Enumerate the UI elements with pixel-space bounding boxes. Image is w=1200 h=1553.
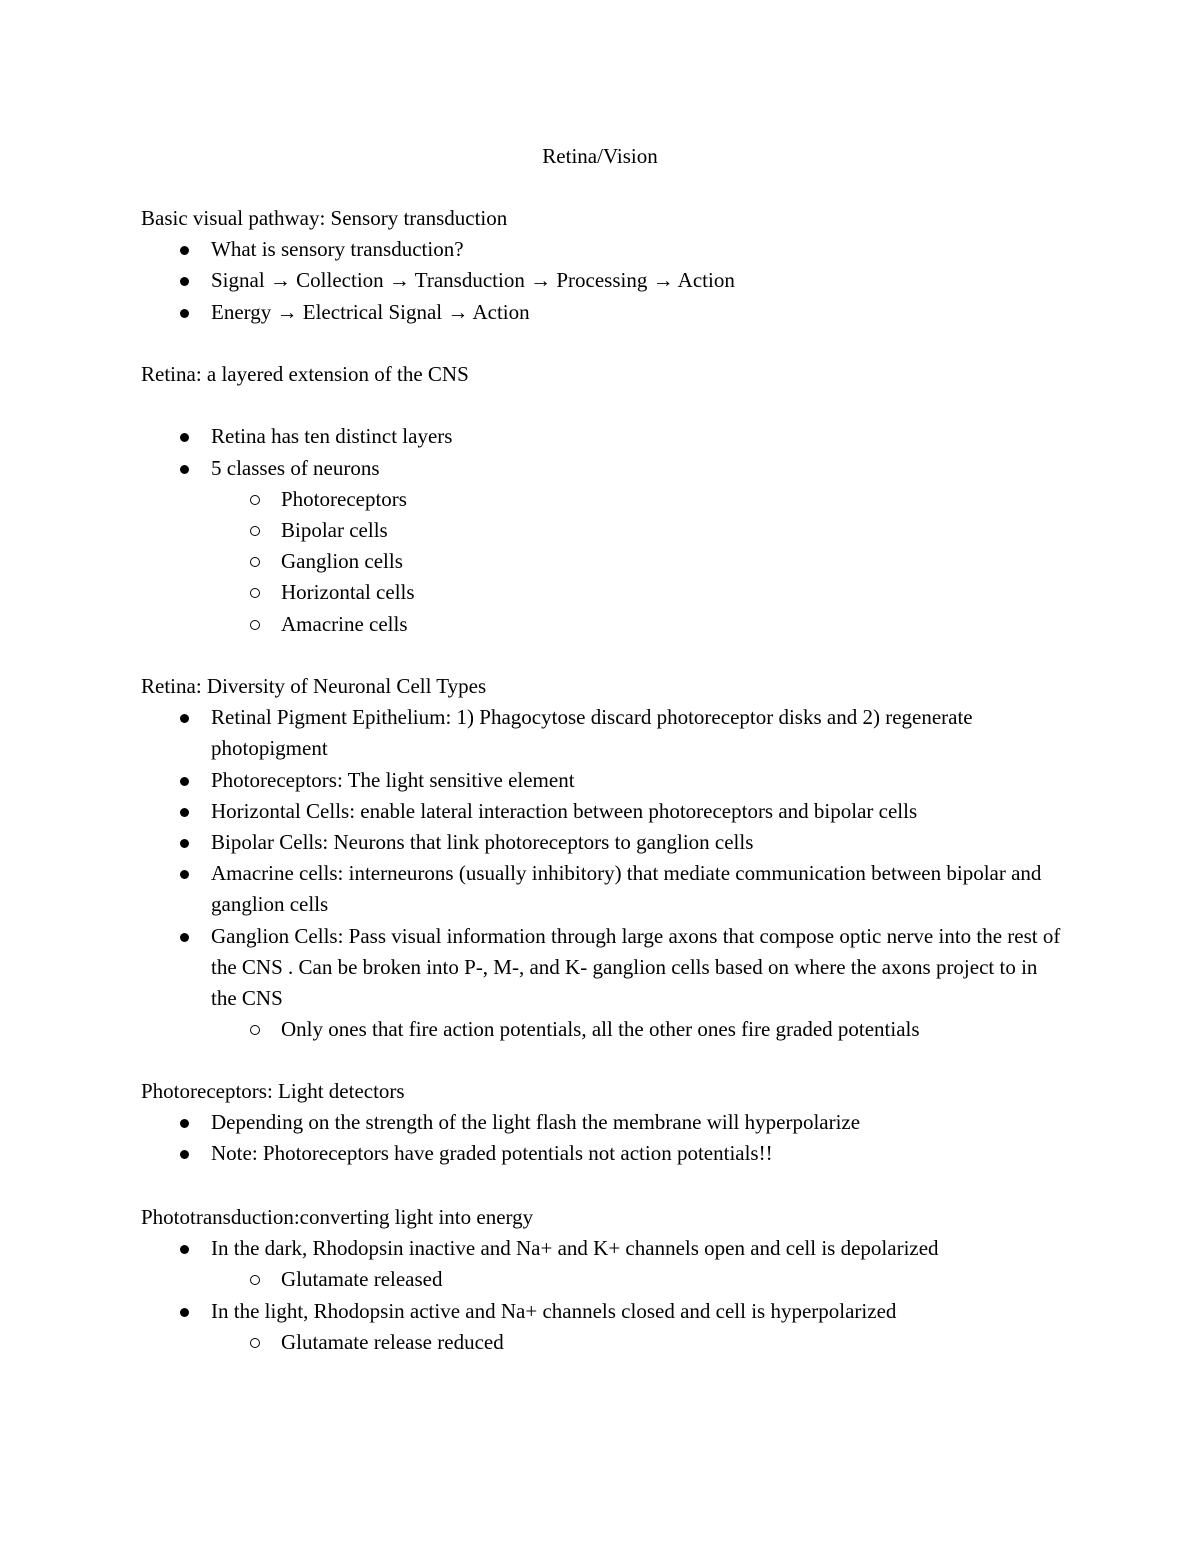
bullet-circle-icon (250, 620, 260, 630)
section-heading: Basic visual pathway: Sensory transduction (141, 206, 508, 230)
section-heading: Retina: Diversity of Neuronal Cell Types (141, 674, 487, 698)
bullet-dot-icon (180, 777, 189, 786)
bullet-circle-icon (250, 1025, 260, 1035)
sub-bullet-list (211, 1014, 1061, 1045)
bullet-circle-icon (250, 588, 260, 598)
section-heading: Phototransduction:converting light into energy (141, 1205, 534, 1229)
bullet-dot-icon (180, 1119, 189, 1128)
bullet-circle-icon (250, 1338, 260, 1348)
bullet-dot-icon (180, 933, 189, 942)
list-item: Amacrine cells: interneurons (usually inhibitory) that mediate communication between bipolar and ganglion cells (141, 858, 1061, 920)
list-item: Bipolar Cells: Neurons that link photoreceptors to ganglion cells (141, 827, 1061, 858)
section-heading: Retina: a layered extension of the CNS (141, 362, 469, 386)
list-item: Retina has ten distinct layers (141, 421, 1061, 452)
bullet-circle-icon (250, 526, 260, 536)
list-item: Signal → Collection → Transduction → Processing → Action (141, 265, 1061, 296)
sub-bullet-list (211, 484, 1061, 640)
bullet-list (141, 1107, 1061, 1169)
sub-list-item: Photoreceptors (211, 484, 1061, 515)
bullet-dot-icon (180, 1245, 189, 1254)
sub-list-item: Glutamate release reduced (211, 1327, 1061, 1358)
bullet-list (141, 1233, 1061, 1358)
bullet-dot-icon (180, 870, 189, 879)
sub-list-item: Ganglion cells (211, 546, 1061, 577)
sub-bullet-list (211, 1264, 1061, 1295)
bullet-dot-icon (180, 277, 189, 286)
bullet-dot-icon (180, 433, 189, 442)
section-phototransduction (141, 1202, 1061, 1358)
list-item: In the light, Rhodopsin active and Na+ channels closed and cell is hyperpolarized Glutamate release reduced (141, 1296, 1061, 1358)
bullet-dot-icon (180, 714, 189, 723)
list-item: Horizontal Cells: enable lateral interaction between photoreceptors and bipolar cells (141, 796, 1061, 827)
bullet-list (141, 421, 1061, 639)
page-title: Retina/Vision (542, 144, 658, 168)
bullet-dot-icon (180, 309, 189, 318)
bullet-circle-icon (250, 495, 260, 505)
bullet-dot-icon (180, 246, 189, 255)
sub-list-item: Bipolar cells (211, 515, 1061, 546)
list-item: Photoreceptors: The light sensitive element (141, 765, 1061, 796)
bullet-dot-icon (180, 1308, 189, 1317)
bullet-dot-icon (180, 808, 189, 817)
bullet-dot-icon (180, 1150, 189, 1159)
list-item: Note: Photoreceptors have graded potentials not action potentials!! (141, 1138, 1061, 1169)
section-retina-layers (141, 359, 1061, 640)
bullet-list (141, 234, 1061, 328)
sub-list-item: Amacrine cells (211, 609, 1061, 640)
sub-list-item: Only ones that fire action potentials, all the other ones fire graded potentials (211, 1014, 1061, 1045)
bullet-dot-icon (180, 839, 189, 848)
bullet-circle-icon (250, 557, 260, 567)
sub-bullet-list (211, 1327, 1061, 1358)
section-photoreceptors (141, 1076, 1061, 1170)
list-item: Energy → Electrical Signal → Action (141, 297, 1061, 328)
bullet-list (141, 702, 1061, 1045)
list-item: What is sensory transduction? (141, 234, 1061, 265)
bullet-dot-icon (180, 465, 189, 474)
list-item: In the dark, Rhodopsin inactive and Na+ and K+ channels open and cell is depolarized Glutamate released (141, 1233, 1061, 1295)
bullet-circle-icon (250, 1275, 260, 1285)
sub-list-item: Horizontal cells (211, 577, 1061, 608)
sub-list-item: Glutamate released (211, 1264, 1061, 1295)
list-item: Depending on the strength of the light flash the membrane will hyperpolarize (141, 1107, 1061, 1138)
section-neuronal-cell-types (141, 671, 1061, 1045)
list-item: Retinal Pigment Epithelium: 1) Phagocytose discard photoreceptor disks and 2) regenerate photopigment (141, 702, 1061, 764)
list-item: Ganglion Cells: Pass visual information through large axons that compose optic nerve into the rest of the CNS . Can be broken into P-, M-, and K- ganglion cells based on where the axons project to in the CNS Only ones that fire action potentials, all the other ones fire graded potentials (141, 921, 1061, 1046)
list-item: 5 classes of neurons Photoreceptors Bipolar cells Ganglion cells Horizontal cells Amacrine cells (141, 453, 1061, 640)
section-heading: Photoreceptors: Light detectors (141, 1079, 405, 1103)
section-basic-visual-pathway (141, 203, 1061, 328)
